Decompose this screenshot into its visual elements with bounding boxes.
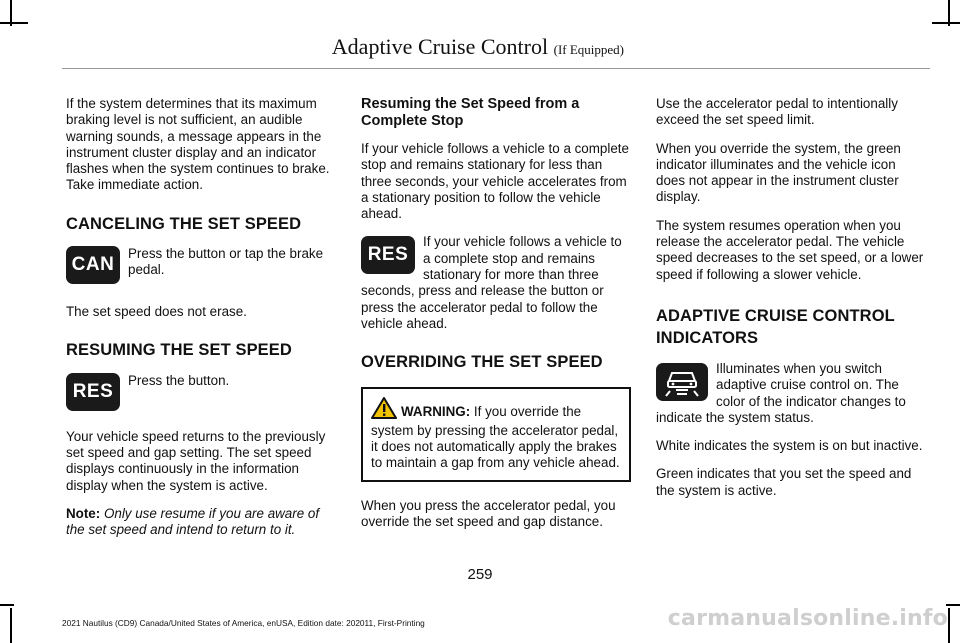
edition-line: 2021 Nautilus (CD9) Canada/United States of America, enUSA, Edition date: 202011, First-Printing — [62, 618, 425, 628]
can-label: CAN — [71, 253, 115, 275]
res-label: RES — [367, 244, 409, 266]
cancel-instruction: Press the button or tap the brake pedal. — [128, 246, 324, 278]
crop-mark — [946, 604, 960, 606]
column-1 — [66, 96, 336, 550]
column-3 — [656, 96, 926, 511]
paragraph-white: White indicates the system is on but inactive. — [656, 438, 923, 454]
watermark: carmanualsonline.info — [667, 606, 948, 631]
res-label: RES — [72, 380, 114, 402]
heading-indicators-line1: ADAPTIVE CRUISE CONTROL — [656, 306, 895, 325]
res-button-icon — [66, 373, 120, 411]
paragraph-green-active: Green indicates that you set the speed and the system is active. — [656, 466, 912, 498]
heading-overriding: OVERRIDING THE SET SPEED — [361, 353, 603, 372]
heading-indicators-line2: INDICATORS — [656, 328, 759, 347]
header-rule — [62, 68, 930, 69]
resume-row — [66, 373, 336, 415]
paragraph-resumes: The system resumes operation when you release the accelerator pedal. The vehicle speed decreases to the set speed, or a lower speed if following a slower vehicle. — [656, 217, 924, 282]
page-number: 259 — [467, 566, 493, 583]
crop-mark — [0, 22, 28, 24]
paragraph-press-pedal: When you press the accelerator pedal, you override the set speed and gap distance. — [361, 497, 616, 530]
paragraph-braking: If the system determines that its maximum braking level is not sufficient, an audible warning sounds, a message appears in the instrument cluster display and an indicator flashes when the system continues to brake. Take immediate action. — [66, 96, 330, 193]
note — [66, 506, 336, 539]
paragraph-use-pedal: Use the accelerator pedal to intentionally exceed the set speed limit. — [656, 96, 898, 128]
crop-mark — [948, 608, 950, 643]
can-button-icon — [66, 246, 120, 284]
title-subtitle: (If Equipped) — [553, 42, 624, 57]
indicator-description: Illuminates when you switch adaptive cruise control on. The color of the indicator changes to indicate the system status. — [656, 360, 906, 425]
adaptive-cruise-indicator-icon — [656, 363, 708, 401]
crop-mark — [10, 608, 12, 643]
page-title — [332, 34, 624, 60]
heading-indicators — [656, 305, 926, 349]
note-text: Only use resume if you are aware of the set speed and intend to return to it. — [66, 505, 320, 538]
column-2 — [361, 96, 631, 542]
res-stop-block — [361, 234, 631, 332]
warning-box — [361, 387, 631, 482]
heading-resuming: RESUMING THE SET SPEED — [66, 341, 292, 360]
crop-mark — [932, 22, 960, 24]
crop-mark — [0, 604, 14, 606]
res-button-icon — [361, 236, 415, 274]
resume-instruction: Press the button. — [128, 372, 230, 388]
cancel-row — [66, 246, 336, 290]
paragraph-green-indicator: When you override the system, the green indicator illuminates and the vehicle icon does not appear in the instrument cluster display. — [656, 140, 901, 205]
warning-label: WARNING: — [401, 403, 471, 419]
title-text: Adaptive Cruise Control — [331, 34, 549, 59]
heading-complete-stop: Resuming the Set Speed from a Complete Stop — [361, 96, 580, 129]
paragraph-returns: Your vehicle speed returns to the previously set speed and gap setting. The set speed displays continuously in the information display when the system is active. — [66, 428, 326, 493]
note-label: Note: — [66, 505, 101, 521]
res-stop-instruction: If your vehicle follows a vehicle to a complete stop and remains stationary for more than three seconds, press and release the button or press the accelerator pedal to follow the vehicle ahead. — [361, 234, 622, 331]
warning-text: If you override the system by pressing the accelerator pedal, it does not automatically apply the brakes to maintain a gap from any vehicle ahead. — [371, 403, 620, 471]
indicator-block — [656, 361, 926, 426]
warning-icon — [371, 397, 397, 423]
paragraph-no-erase: The set speed does not erase. — [66, 304, 247, 320]
paragraph-follows: If your vehicle follows a vehicle to a complete stop and remains stationary for less than three seconds, your vehicle accelerates from a stationary position to follow the vehicle ahead. — [361, 141, 629, 222]
heading-canceling: CANCELING THE SET SPEED — [66, 214, 302, 233]
